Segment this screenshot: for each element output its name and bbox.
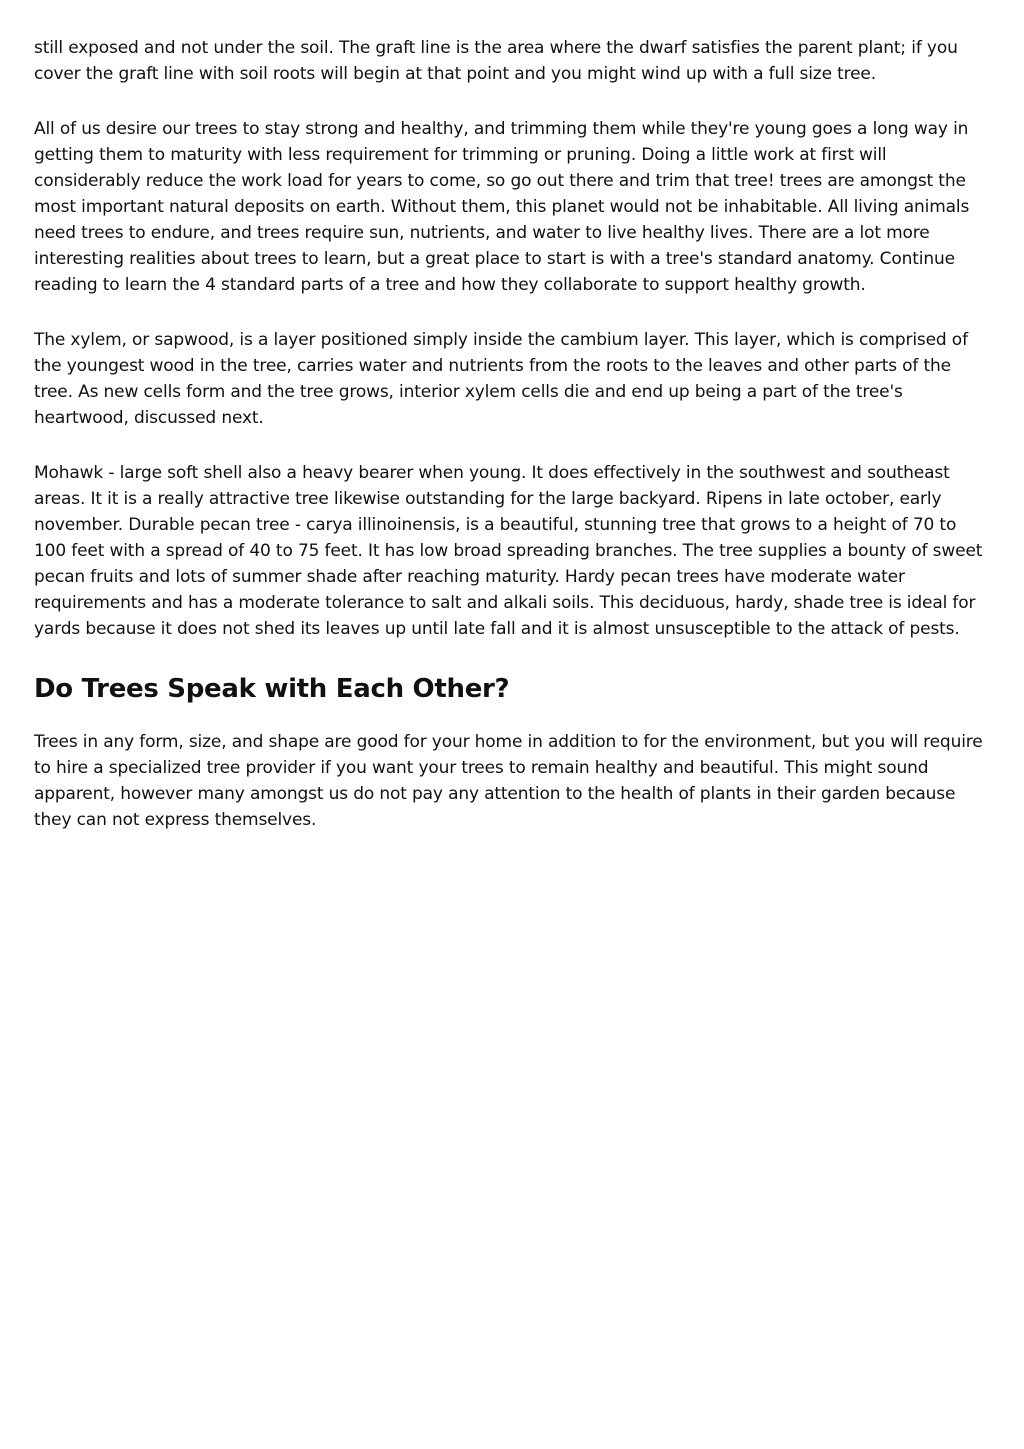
paragraph-graft-line: still exposed and not under the soil. The graft line is the area where the dwarf satisfies the parent plant; if you cover the graft line with soil roots will begin at that point and you might wind up with a full size tree.	[34, 38, 958, 84]
paragraph-tree-trimming: All of us desire our trees to stay strong and healthy, and trimming them while they're young goes a long way in getting them to maturity with less requirement for trimming or pruning. Doing a little work at first will considerably reduce the work load for years to come, so go out there and trim that tree! trees are amongst the most important natural deposits on earth. Without them, this planet would not be inhabitable. All living animals need trees to endure, and trees require sun, nutrients, and water to live healthy lives. There are a lot more interesting realities about trees to learn, but a great place to start is with a tree's standard anatomy. Continue reading to learn the 4 standard parts of a tree and how they collaborate to support healthy growth.	[34, 119, 970, 295]
section-heading: Do Trees Speak with Each Other?	[34, 674, 510, 704]
document-page	[34, 35, 992, 862]
paragraph-tree-provider: Trees in any form, size, and shape are good for your home in addition to for the environment, but you will require to hire a specialized tree provider if you want your trees to remain healthy and beautiful. This might sound apparent, however many amongst us do not pay any attention to the health of plants in their garden because they can not express themselves.	[34, 732, 983, 830]
paragraph-mohawk-pecan: Mohawk - large soft shell also a heavy bearer when young. It does effectively in the southwest and southeast areas. It it is a really attractive tree likewise outstanding for the large backyard. Ripens in late october, early november. Durable pecan tree - carya illinoinensis, is a beautiful, stunning tree that grows to a height of 70 to 100 feet with a spread of 40 to 75 feet. It has low broad spreading branches. The tree supplies a bounty of sweet pecan fruits and lots of summer shade after reaching maturity. Hardy pecan trees have moderate water requirements and has a moderate tolerance to salt and alkali soils. This deciduous, hardy, shade tree is ideal for yards because it does not shed its leaves up until late fall and it is almost unsusceptible to the attack of pests.	[34, 463, 983, 639]
paragraph-xylem: The xylem, or sapwood, is a layer positioned simply inside the cambium layer. This layer, which is comprised of the youngest wood in the tree, carries water and nutrients from the roots to the leaves and other parts of the tree. As new cells form and the tree grows, interior xylem cells die and end up being a part of the tree's heartwood, discussed next.	[34, 330, 968, 428]
